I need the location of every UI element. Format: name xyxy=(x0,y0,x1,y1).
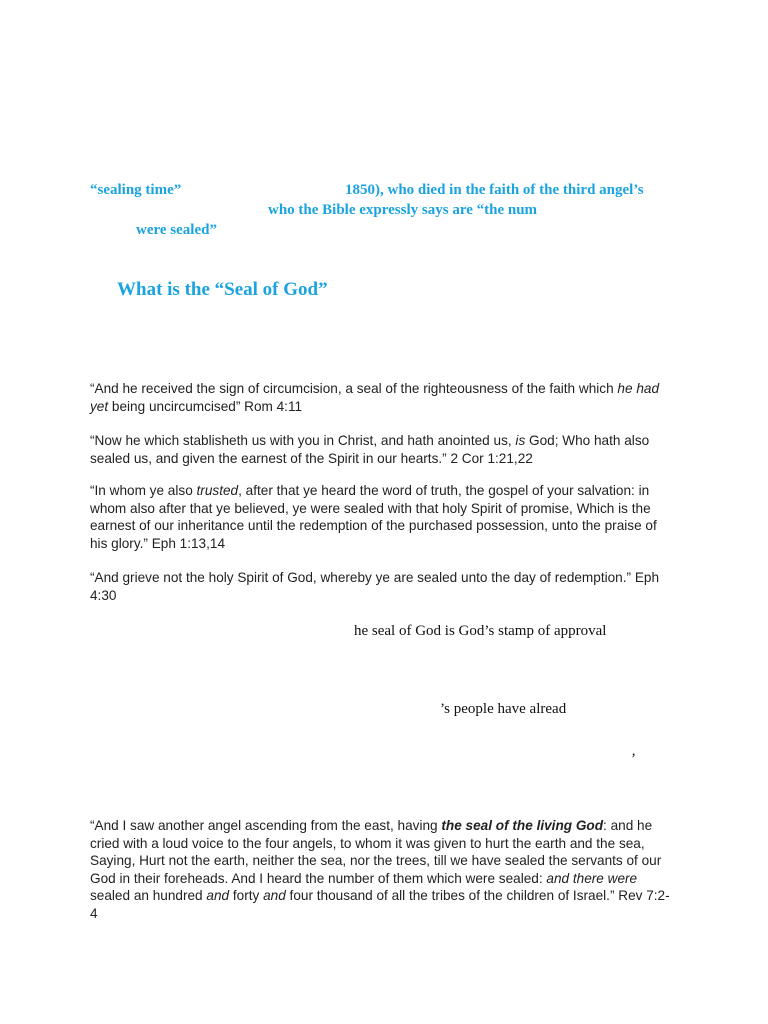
verse-italic: and there were xyxy=(546,870,638,886)
verse-rev-7-2 xyxy=(90,817,675,922)
verse-text: God; Who hath also sealed us, and given the earnest of the Spirit in our hearts.” 2 Cor 1:21,22 xyxy=(90,433,650,466)
verse-text: “And grieve not the holy Spirit of God, whereby ye are sealed unto the day of redemption.” Eph 4:30 xyxy=(90,570,660,603)
verse-text: “In whom ye also xyxy=(90,483,197,498)
note-people-have-already: ’s people have alread xyxy=(440,701,567,717)
verse-text: forty xyxy=(229,888,264,903)
verse-text: , after that ye heard the word of truth, the gospel of your salvation: in whom also after that ye believed, ye were sealed with that holy Spirit of promise, Which is the earnest of our inheritance until the redemption of the purchased possession, unto the praise of his glory.” Eph 1:13,14 xyxy=(90,483,657,551)
verse-text: “And he received the sign of circumcision, a seal of the righteousness of the faith which xyxy=(90,381,618,396)
verse-rom-4-11 xyxy=(90,380,675,415)
fragment-bible-says: who the Bible expressly says are “the num xyxy=(268,202,538,218)
verse-italic: is xyxy=(515,433,526,448)
verse-text: : and he cried with a loud voice to the four angels, to whom it was given to hurt the earth and the sea, Saying, Hurt not the earth, neither the sea, nor the trees, till we have sealed the servants of our God in their foreheads. And I heard the number of them which were sealed: xyxy=(90,818,662,886)
verse-eph-1-13 xyxy=(90,482,675,552)
verse-text: being uncircumcised” Rom 4:11 xyxy=(108,398,303,414)
verse-italic: he had yet xyxy=(90,381,659,414)
verse-bold-italic: the seal of the living God xyxy=(441,818,604,833)
verse-italic: trusted xyxy=(196,483,239,498)
fragment-third-angel: 1850), who died in the faith of the third angel’s xyxy=(345,182,644,198)
note-stamp-of-approval: he seal of God is God’s stamp of approval xyxy=(354,623,607,639)
verse-2-cor-1-21 xyxy=(90,432,675,467)
verse-text: “Now he which stablisheth us with you in Christ, and hath anointed us, xyxy=(90,433,516,448)
verse-text: “And I saw another angel ascending from the east, having xyxy=(90,818,442,833)
verse-text: four thousand of all the tribes of the children of Israel.” Rev 7:2-4 xyxy=(90,888,670,921)
note-apostrophe: ’ xyxy=(631,751,636,767)
verse-eph-4-30 xyxy=(90,569,675,604)
verse-italic: and xyxy=(206,888,230,903)
fragment-sealing-time: “sealing time” xyxy=(90,182,182,198)
verse-italic: and xyxy=(263,888,286,903)
section-heading: What is the “Seal of God” xyxy=(117,279,328,300)
verse-text: sealed an hundred xyxy=(90,888,207,903)
fragment-were-sealed: were sealed” xyxy=(136,222,217,238)
